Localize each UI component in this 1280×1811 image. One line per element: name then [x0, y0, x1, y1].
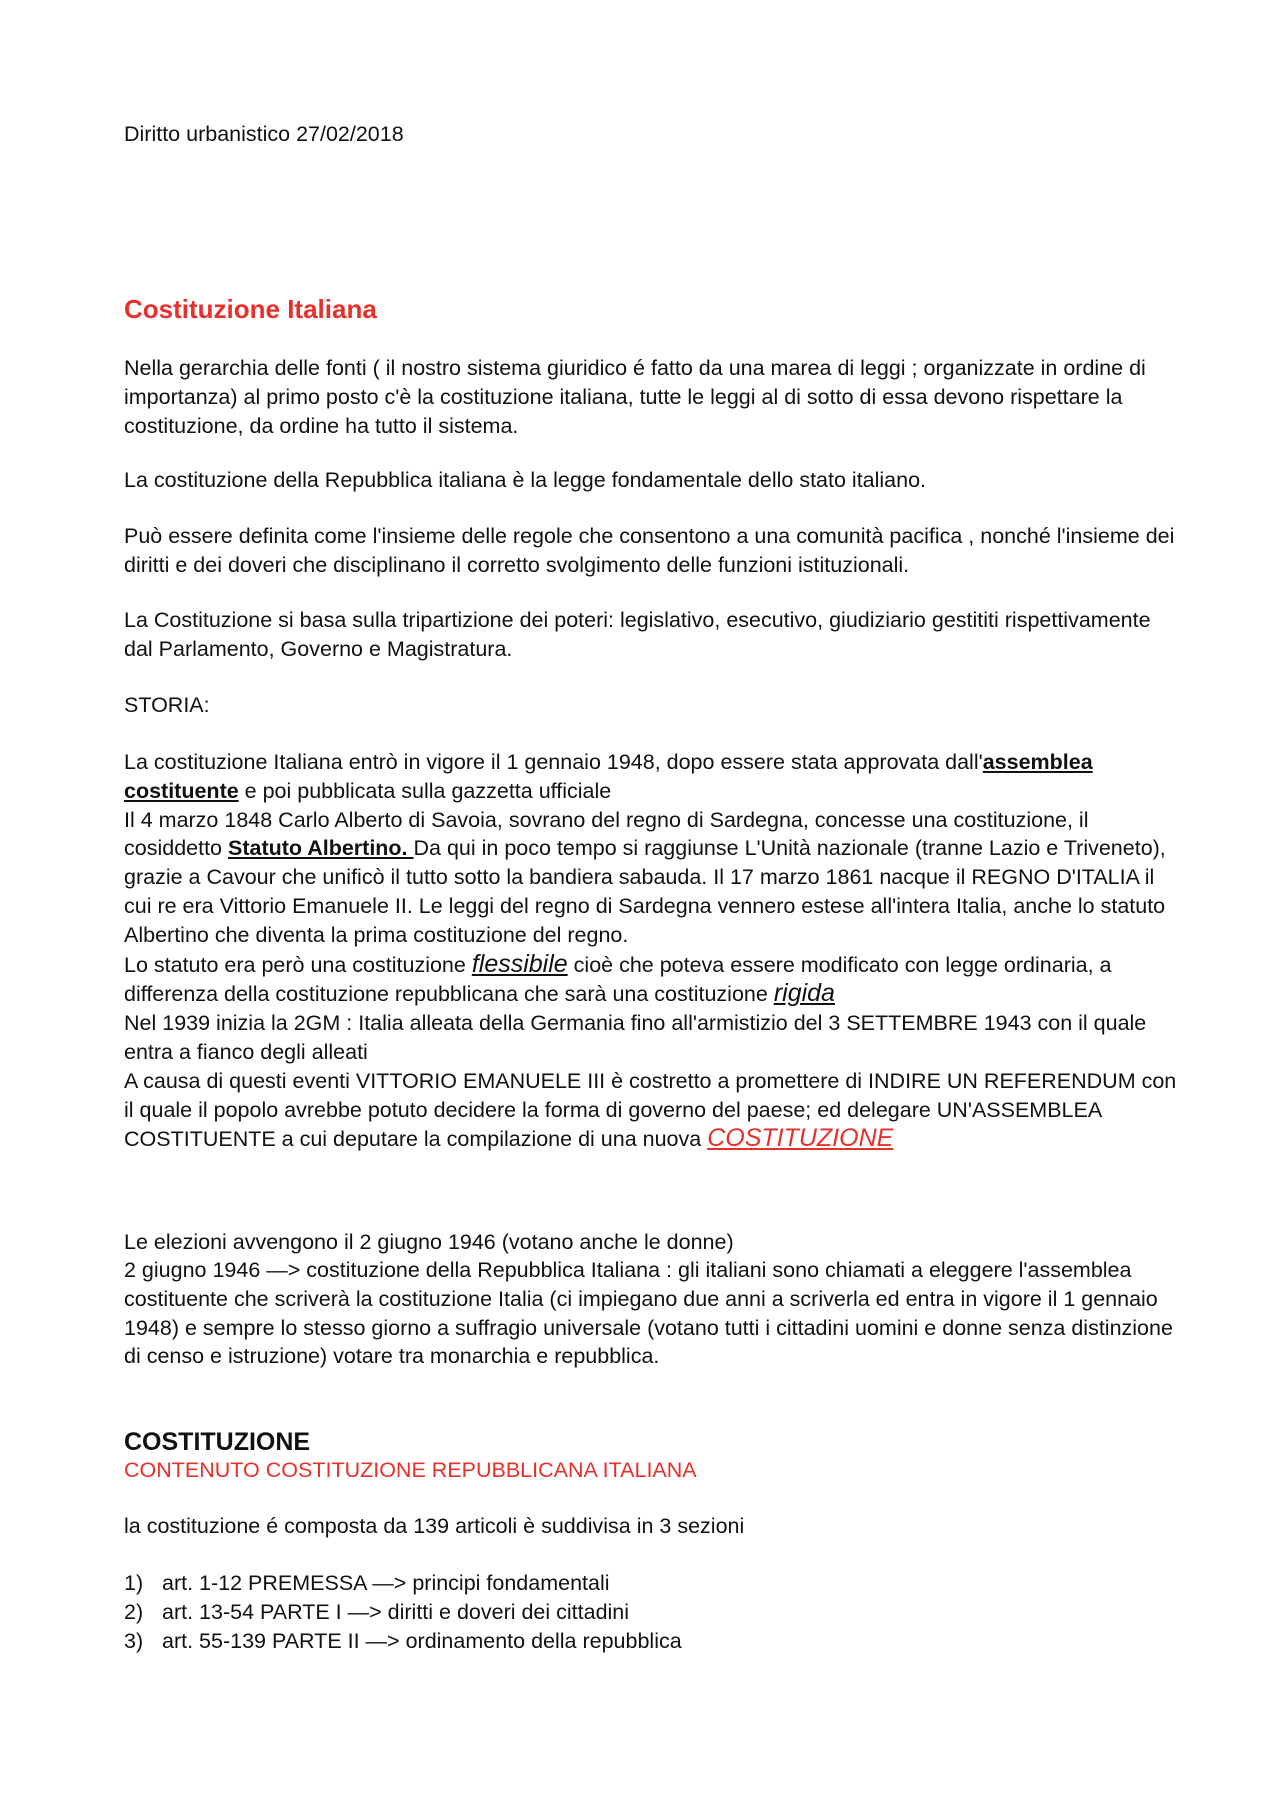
list-number: 2): [124, 1599, 144, 1624]
paragraph-elezioni: Le elezioni avvengono il 2 giugno 1946 (votano anche le donne): [124, 1230, 734, 1254]
storia-paragraph-5: [124, 1067, 1184, 1154]
storia-text: Da qui in poco tempo si raggiunse L'Unità nazionale (tranne Lazio e Triveneto), grazie a Cavour che unificò il tutto sotto la bandiera sabauda. Il 17 marzo 1861 nacque il REGNO D'ITALIA il cui re era Vittorio Emanuele II. Le leggi del regno di Sardegna vennero estese all'intera Italia, anche lo statuto Albertino che diventa la prima costituzione del regno.: [124, 836, 1166, 947]
storia-paragraph-4: Nel 1939 inizia la 2GM : Italia alleata della Germania fino all'armistizio del 3 SETTEMBRE 1943 con il quale entra a fianco degli alleati: [124, 1011, 1147, 1064]
list-number: 3): [124, 1628, 144, 1653]
lecture-date: 27/02/2018: [296, 122, 404, 146]
list-item: [124, 1569, 1184, 1598]
paragraph-legge-fondamentale: La costituzione della Repubblica italiana è la legge fondamentale dello stato italiano.: [124, 468, 927, 492]
storia-text: A causa di questi eventi VITTORIO EMANUELE III è costretto a promettere di INDIRE UN REFERENDUM con il quale il popolo avrebbe potuto decidere la forma di governo del paese; ed delegare UN'ASSEMBLEA COSTITUENTE a cui deputare la compilazione di una nuova: [124, 1068, 1177, 1152]
term-statuto-albertino: Statuto Albertino.: [227, 836, 414, 861]
costituzione-heading: COSTITUZIONE: [124, 1428, 311, 1456]
storia-heading: STORIA:: [124, 693, 210, 717]
term-flessibile: flessibile: [471, 949, 568, 978]
paragraph-articoli: la costituzione é composta da 139 articoli è suddivisa in 3 sezioni: [124, 1514, 745, 1538]
term-assemblea-costituente: assemblea costituente: [124, 750, 1093, 803]
storia-paragraph-3: [124, 950, 1184, 1010]
paragraph-tripartizione: La Costituzione si basa sulla tripartizione dei poteri: legislativo, esecutivo, giudiziario gestititi rispettivamente dal Parlamento, Governo e Magistratura.: [124, 608, 1151, 661]
storia-text: Il 4 marzo 1848 Carlo Alberto di Savoia, sovrano del regno di Sardegna, concesse una costituzione, il cosiddetto: [124, 807, 1089, 861]
list-text: art. 55-139 PARTE II —> ordinamento della repubblica: [162, 1628, 682, 1653]
paragraph-gerarchia: Nella gerarchia delle fonti ( il nostro sistema giuridico é fatto da una marea di leggi ; organizzate in ordine di importanza) al primo posto c'è la costituzione italiana, tutte le leggi al di sotto di essa devono rispettare la costituzione, da ordine ha tutto il sistema.: [124, 356, 1146, 438]
document-header: [124, 120, 1184, 149]
list-number: 1): [124, 1571, 144, 1595]
storia-text: La costituzione Italiana entrò in vigore il 1 gennaio 1948, dopo essere stata approvata dall': [124, 750, 983, 774]
term-costituzione: COSTITUZIONE: [707, 1124, 894, 1153]
section-title: Costituzione Italiana: [124, 294, 377, 324]
storia-text: Lo statuto era però una costituzione: [124, 952, 472, 977]
storia-paragraph-1: [124, 748, 1184, 806]
storia-text: cioè che poteva essere modificato con legge ordinaria, a differenza della costituzione repubblicana che sarà una costituzione: [124, 952, 1112, 1007]
list-text: art. 1-12 PREMESSA —> principi fondamentali: [162, 1571, 610, 1595]
list-item: [124, 1598, 1184, 1627]
paragraph-definizione: Può essere definita come l'insieme delle regole che consentono a una comunità pacifica , nonché l'insieme dei diritti e dei doveri che disciplinano il corretto svolgimento delle funzioni istituzionali.: [124, 524, 1175, 577]
course-name: Diritto urbanistico: [124, 122, 291, 146]
storia-text: e poi pubblicata sulla gazzetta ufficiale: [238, 778, 612, 803]
term-rigida: rigida: [773, 979, 835, 1008]
storia-paragraph-2: [124, 806, 1184, 950]
paragraph-2-giugno: 2 giugno 1946 —> costituzione della Repubblica Italiana : gli italiani sono chiamati a eleggere l'assemblea costituente che scriverà la costituzione Italia (ci impiegano due anni a scriverla ed entra in vigore il 1 gennaio 1948) e sempre lo stesso giorno a suffragio universale (votano tutti i cittadini uomini e donne senza distinzione di censo e istruzione) votare tra monarchia e repubblica.: [124, 1258, 1173, 1369]
contenuto-subheading: CONTENUTO COSTITUZIONE REPUBBLICANA ITALIANA: [124, 1458, 697, 1482]
list-item: [124, 1627, 1184, 1656]
list-text: art. 13-54 PARTE I —> diritti e doveri dei cittadini: [162, 1599, 630, 1624]
storia-body: [124, 748, 1184, 1154]
sezioni-list: [124, 1569, 1184, 1655]
